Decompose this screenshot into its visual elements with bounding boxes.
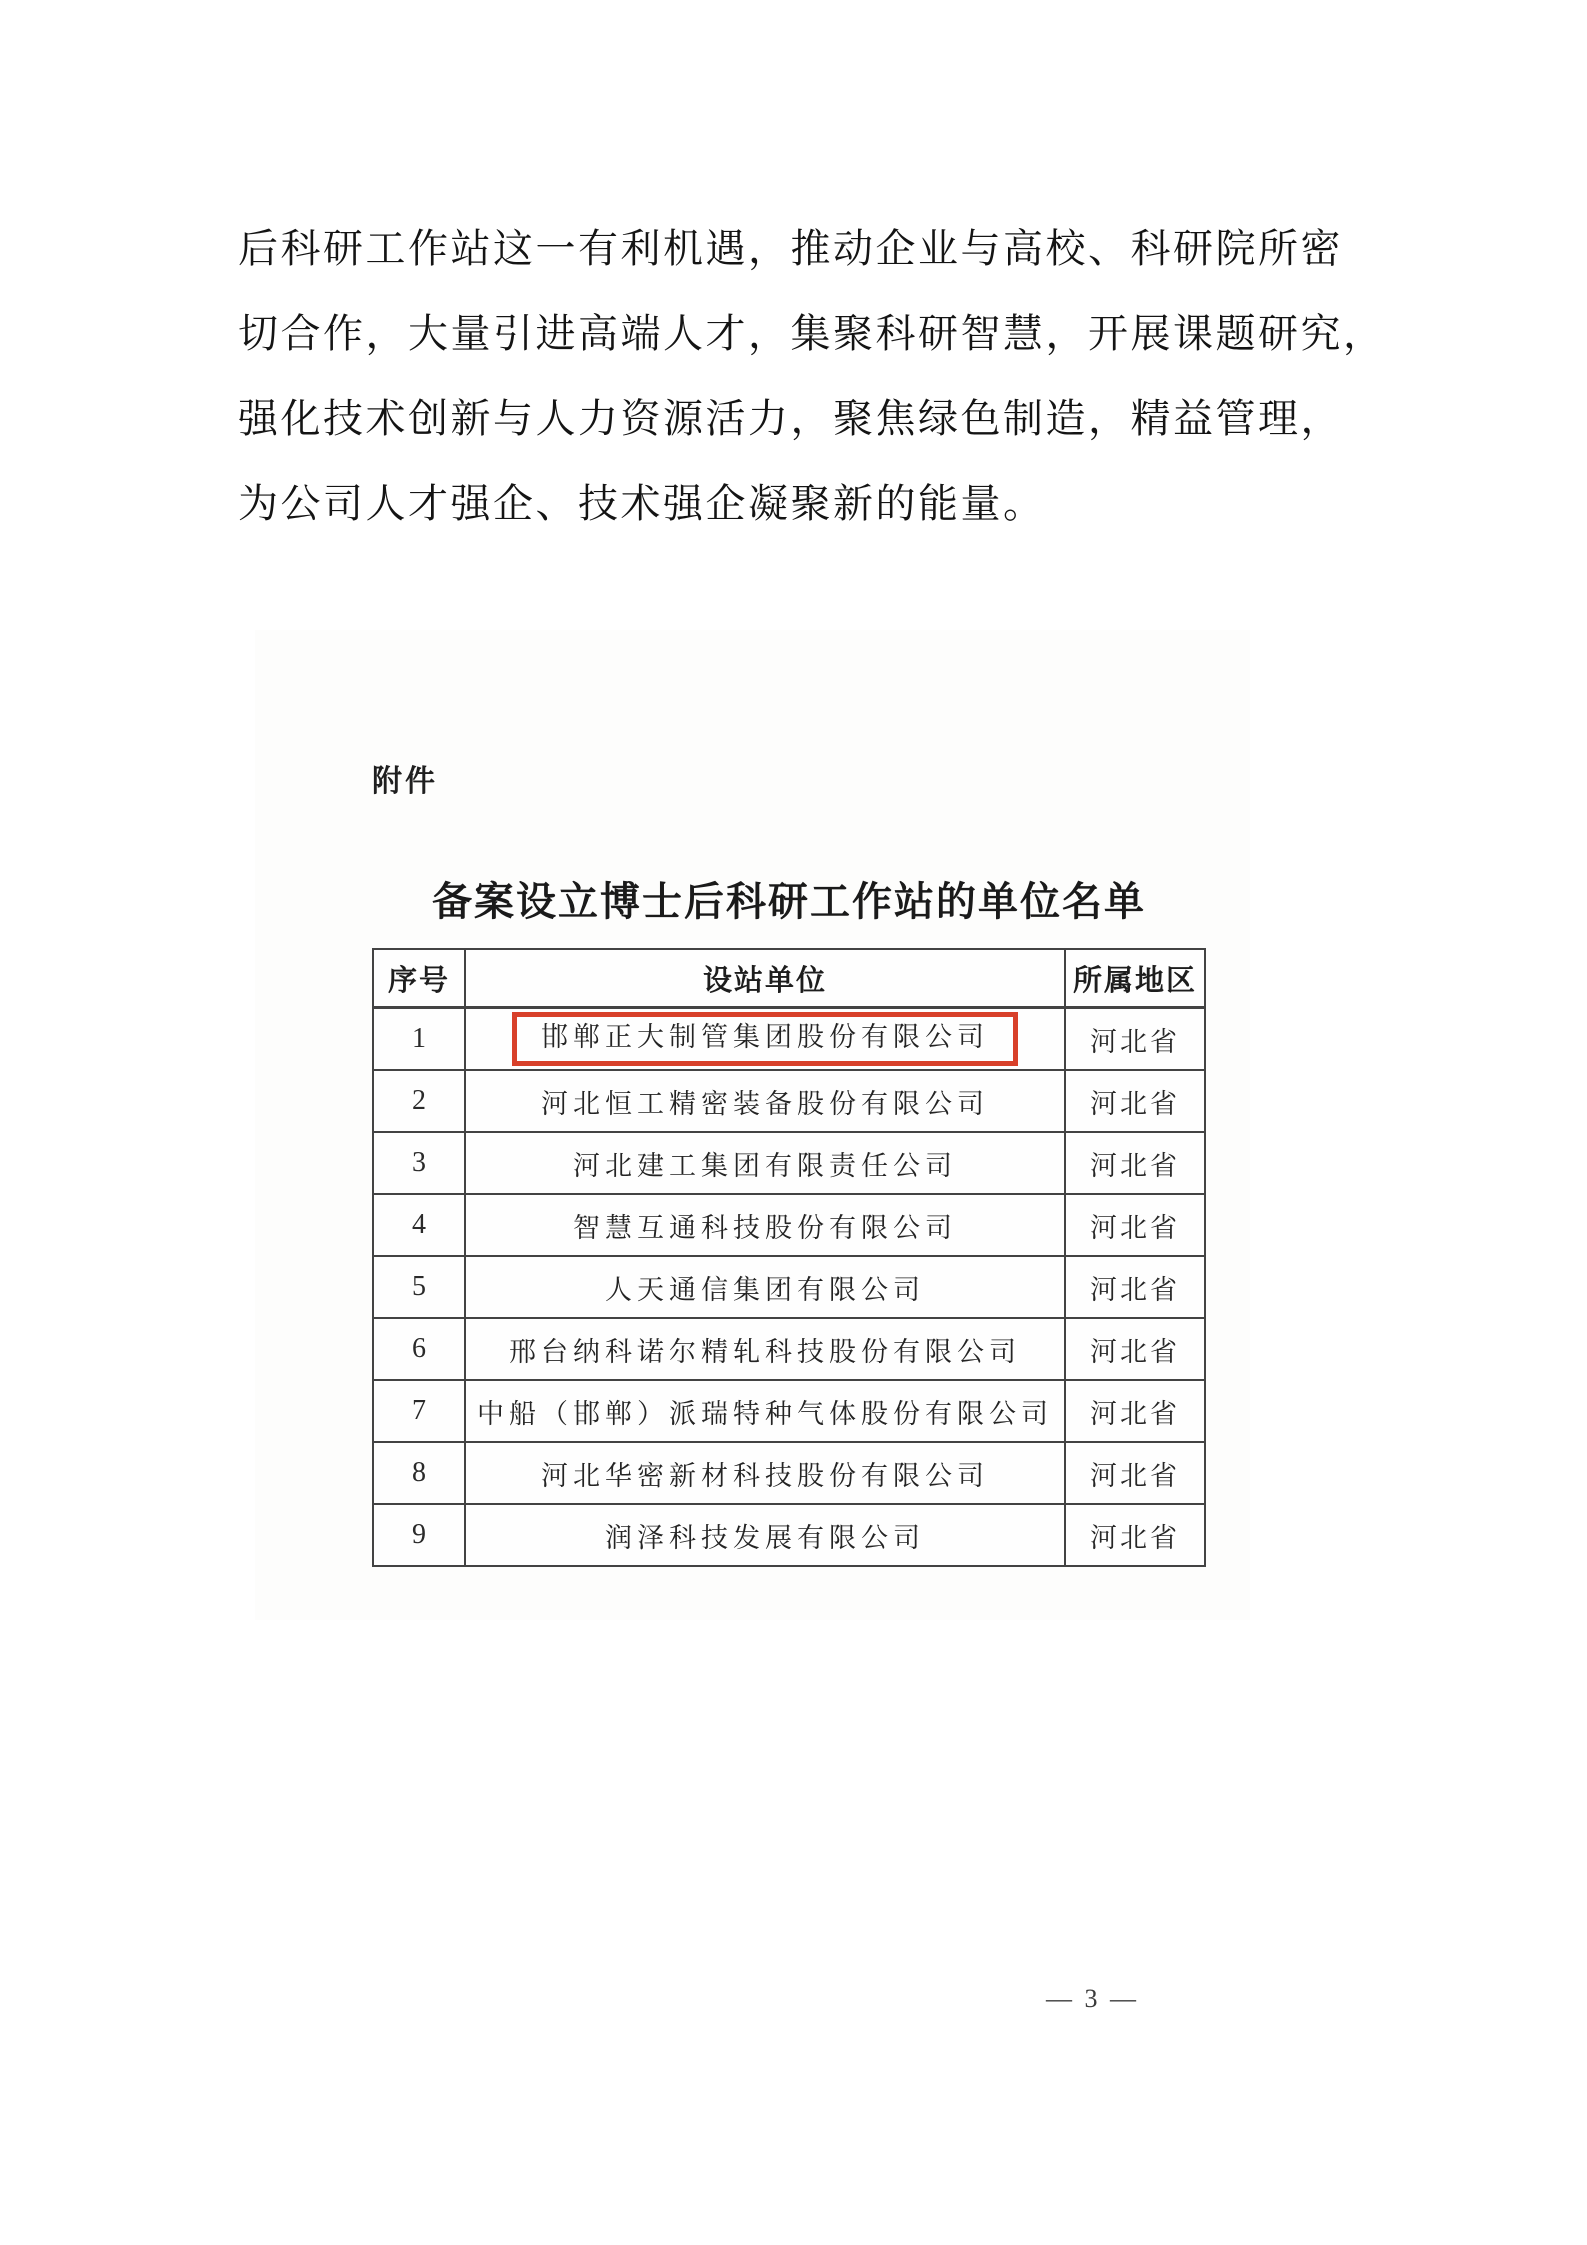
unit-name: 邯郸正大制管集团股份有限公司 [512,1012,1018,1066]
header-unit: 设站单位 [465,949,1065,1008]
unit-cell [465,1318,1065,1380]
table-row [373,1380,1205,1442]
paragraph-line: 为公司人才强企、技术强企凝聚新的能量。 [238,481,1046,526]
row-number-cell: 9 [373,1504,465,1566]
region-cell: 河北省 [1065,1132,1205,1194]
unit-cell [465,1194,1065,1256]
unit-name: 中船（邯郸）派瑞特种气体股份有限公司 [477,1398,1053,1429]
region-cell: 河北省 [1065,1256,1205,1318]
table-row [373,1008,1205,1071]
row-number-cell: 7 [373,1380,465,1442]
row-number-cell: 5 [373,1256,465,1318]
table-row [373,1194,1205,1256]
table-row [373,1070,1205,1132]
unit-name: 河北恒工精密装备股份有限公司 [541,1088,989,1119]
unit-cell [465,1256,1065,1318]
row-number-cell: 3 [373,1132,465,1194]
region-cell: 河北省 [1065,1008,1205,1071]
unit-cell [465,1132,1065,1194]
header-region: 所属地区 [1065,949,1205,1008]
table-row [373,1256,1205,1318]
table-row [373,1504,1205,1566]
region-cell: 河北省 [1065,1442,1205,1504]
table-row [373,1318,1205,1380]
region-cell: 河北省 [1065,1194,1205,1256]
unit-cell [465,1070,1065,1132]
page-number: — 3 — [1046,1984,1139,2013]
region-cell: 河北省 [1065,1504,1205,1566]
unit-name: 人天通信集团有限公司 [605,1274,925,1305]
header-no: 序号 [373,949,465,1008]
unit-cell [465,1008,1065,1071]
region-cell: 河北省 [1065,1380,1205,1442]
unit-name: 润泽科技发展有限公司 [605,1522,925,1553]
unit-cell [465,1504,1065,1566]
row-number-cell: 6 [373,1318,465,1380]
row-number-cell: 1 [373,1008,465,1071]
unit-name: 河北华密新材科技股份有限公司 [541,1460,989,1491]
attachment-label: 附件 [372,765,438,798]
unit-name: 河北建工集团有限责任公司 [573,1150,957,1181]
region-cell: 河北省 [1065,1318,1205,1380]
row-number-cell: 2 [373,1070,465,1132]
unit-name: 智慧互通科技股份有限公司 [573,1212,957,1243]
region-cell: 河北省 [1065,1070,1205,1132]
unit-cell [465,1380,1065,1442]
units-table [372,948,1206,1567]
table-title: 备案设立博士后科研工作站的单位名单 [432,879,1146,924]
paragraph-line: 后科研工作站这一有利机遇，推动企业与高校、科研院所密 [238,226,1343,271]
table-header-row [373,949,1205,1008]
unit-name: 邢台纳科诺尔精轧科技股份有限公司 [509,1336,1021,1367]
row-number-cell: 4 [373,1194,465,1256]
row-number-cell: 8 [373,1442,465,1504]
body-paragraph [238,206,1386,546]
paragraph-line: 强化技术创新与人力资源活力，聚焦绿色制造，精益管理， [238,396,1343,441]
table-row [373,1442,1205,1504]
paragraph-line: 切合作，大量引进高端人才，集聚科研智慧，开展课题研究， [238,311,1386,356]
unit-cell [465,1442,1065,1504]
table-row [373,1132,1205,1194]
